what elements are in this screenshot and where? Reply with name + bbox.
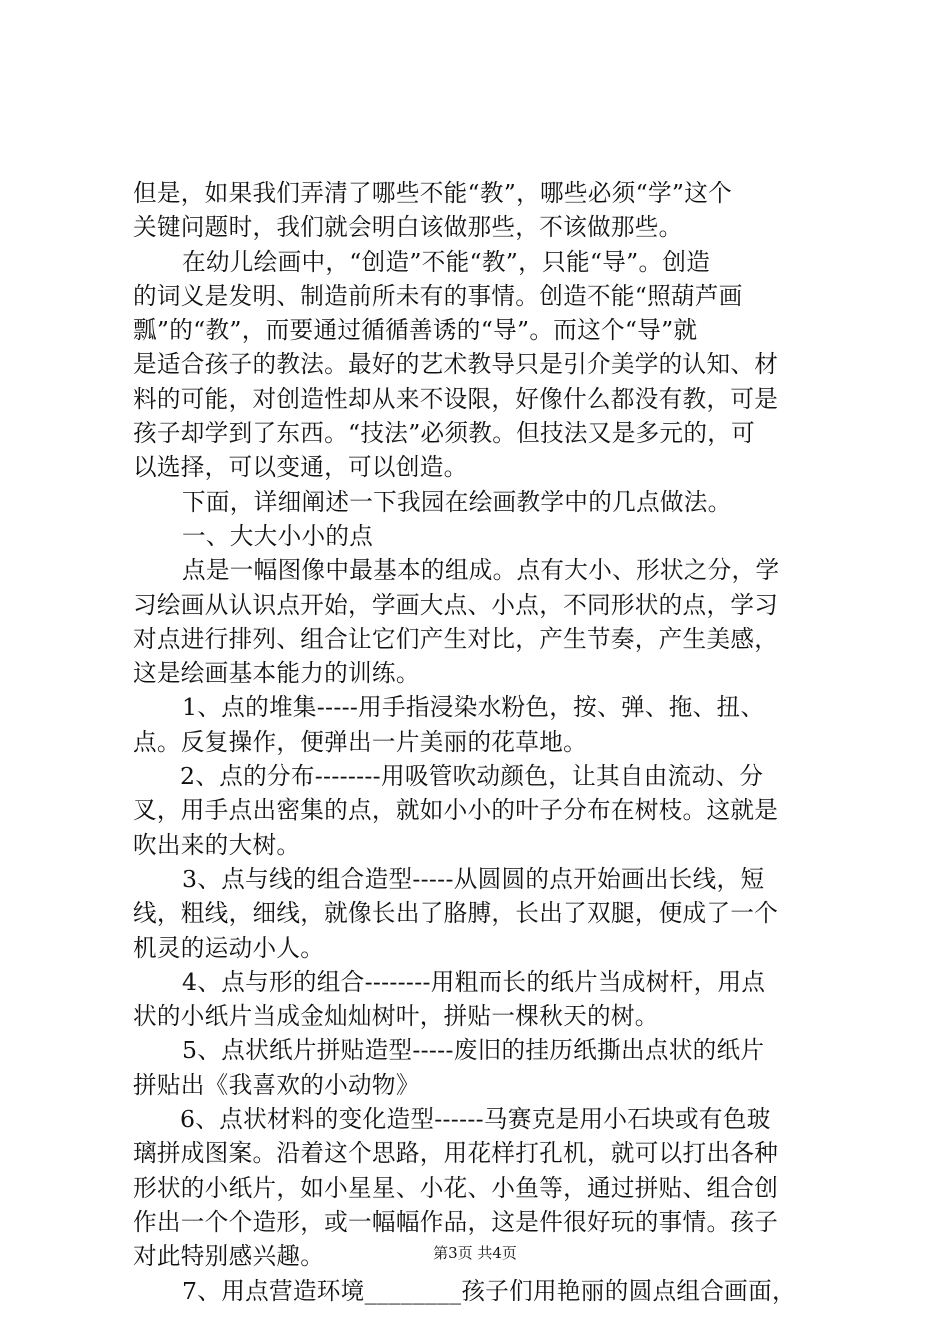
list-item-start: 7、用点营造环境________孩子们用艳丽的圆点组合画面， — [182, 1276, 796, 1305]
text-line: 的词义是发明、制造前所未有的事情。创造不能“照葫芦画 — [133, 281, 743, 310]
page-footer: 第3页 共4页 — [433, 1244, 517, 1262]
text-line: 但是，如果我们弄清了哪些不能“教”，哪些必须“学”这个 — [133, 179, 733, 207]
text-line: 作出一个个造形，或一幅幅作品，这是件很好玩的事情。孩子 — [133, 1207, 779, 1236]
section-heading: 一、大大小小的点 — [182, 521, 374, 550]
paragraph-start: 在幼儿绘画中，“创造”不能“教”，只能“导”。创造 — [182, 247, 711, 276]
list-item-start: 5、点状纸片拼贴造型-----废旧的挂历纸撕出点状的纸片 — [182, 1036, 765, 1065]
list-item-start: 3、点与线的组合造型-----从圆圆的点开始画出长线，短 — [182, 864, 765, 893]
text-line: 瓢”的“教”，而要通过循循善诱的“导”。而这个“导”就 — [133, 316, 698, 345]
text-line: 这是绘画基本能力的训练。 — [133, 659, 420, 688]
list-item-start: 4、点与形的组合--------用粗而长的纸片当成树杆，用点 — [182, 967, 766, 996]
text-line: 对点进行排列、组合让它们产生对比，产生节奏，产生美感， — [133, 624, 779, 653]
text-line: 料的可能，对创造性却从来不设限，好像什么都没有教，可是 — [133, 384, 779, 413]
text-line: 对此特别感兴趣。 — [133, 1242, 325, 1271]
text-line: 孩子却学到了东西。“技法”必须教。但技法又是多元的，可 — [133, 419, 756, 448]
text-line: 点。反复操作，便弹出一片美丽的花草地。 — [133, 727, 587, 756]
list-item-start: 2、点的分布--------用吸管吹动颜色，让其自由流动、分 — [180, 762, 764, 791]
text-line: 状的小纸片当成金灿灿树叶，拼贴一棵秋天的树。 — [133, 1002, 659, 1031]
text-line: 璃拼成图案。沿着这个思路，用花样打孔机，就可以打出各种 — [133, 1139, 779, 1168]
text-line: 吹出来的大树。 — [133, 830, 301, 859]
list-item-start: 6、点状材料的变化造型------马赛克是用小石块或有色玻 — [180, 1105, 771, 1134]
text-line: 关键问题时，我们就会明白该做那些，不该做那些。 — [133, 213, 683, 242]
paragraph-start: 下面，详细阐述一下我园在绘画教学中的几点做法。 — [182, 487, 732, 516]
text-line: 机灵的运动小人。 — [133, 933, 325, 962]
text-line: 拼贴出《我喜欢的小动物》 — [133, 1070, 420, 1099]
text-line: 是适合孩子的教法。最好的艺术教导只是引介美学的认知、材 — [133, 350, 779, 379]
text-line: 线，粗线，细线，就像长出了胳膊，长出了双腿，便成了一个 — [133, 899, 779, 928]
text-line: 以选择，可以变通，可以创造。 — [133, 453, 468, 482]
text-line: 形状的小纸片，如小星星、小花、小鱼等，通过拼贴、组合创 — [133, 1173, 779, 1202]
text-line: 习绘画从认识点开始，学画大点、小点，不同形状的点，学习 — [133, 590, 779, 619]
body-text — [133, 176, 833, 1308]
list-item-start: 1、点的堆集-----用手指浸染水粉色，按、弹、拖、扭、 — [182, 693, 765, 722]
paragraph-start: 点是一幅图像中最基本的组成。点有大小、形状之分，学 — [182, 556, 780, 585]
text-line: 叉，用手点出密集的点，就如小小的叶子分布在树枝。这就是 — [133, 796, 779, 825]
